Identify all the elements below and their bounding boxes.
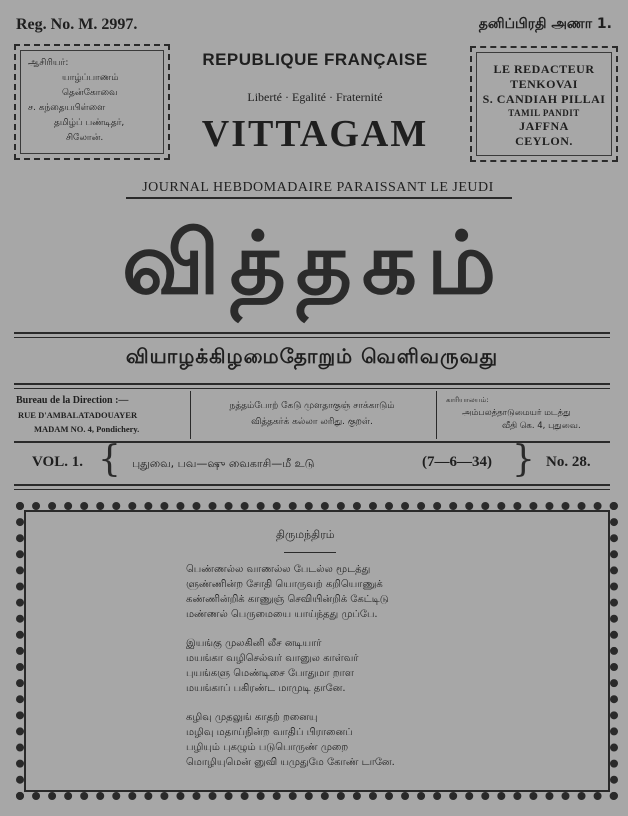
- redacteur-title: TAMIL PANDIT: [508, 108, 580, 118]
- editor-tamil-line: யாழ்ப்பாணம்: [62, 73, 119, 83]
- poem-line: பழியும் புகழும் படுபொருண் முறை: [186, 742, 349, 753]
- masthead-rule-top-thin: [14, 337, 610, 338]
- volume-number: VOL. 1.: [32, 454, 83, 470]
- redacteur-line: LE REDACTEUR: [493, 62, 595, 76]
- bureau-line: MADAM NO. 4, Pondichery.: [34, 424, 140, 434]
- office-line: வீதி கெ. 4, புதுவை.: [502, 421, 581, 431]
- poem-line: இயங்கு முலகினி லீச னடியார்: [186, 638, 322, 649]
- poem-title-rule: [284, 552, 336, 553]
- office-label: காரியாலயம்:: [446, 396, 489, 404]
- poem-line: பெண்ணல்ல வாணல்ல பேடல்ல மூடத்து: [186, 564, 371, 575]
- left-brace: {: [98, 439, 121, 480]
- poem-stanza: [186, 562, 486, 622]
- poem-body: [186, 562, 486, 784]
- editor-tamil-inner-border: [20, 50, 164, 154]
- office-address-tamil: [442, 394, 612, 433]
- issue-rule-bottom-thin: [14, 489, 610, 490]
- poem-line: ளுண்ணின்ற சோதி யொருவற் கறியொணுக்: [186, 579, 383, 590]
- poem-stanza: [186, 710, 486, 770]
- poem-title: திருமந்திரம்: [276, 528, 335, 541]
- poem-line: கண்ணின்றிக் காணுஞ் செவியின்றிக் கேட்டிடு: [186, 594, 389, 605]
- date-tamil: புதுவை, பவ—ஷு வைகாசி—மீ உடு: [132, 457, 315, 470]
- kural-line: நத்தம்போற் கேடு முளதாகுஞ் சாக்காடும்: [229, 401, 395, 411]
- editor-tamil-box: [14, 44, 170, 160]
- office-line: அம்பலத்தாடுமையர் மடத்து: [462, 408, 571, 418]
- motto: Liberté · Egalité · Fraternité: [247, 90, 383, 104]
- address-divider: [190, 391, 191, 439]
- address-divider: [436, 391, 437, 439]
- redacteur-line: TENKOVAI: [510, 77, 578, 91]
- issue-rule-bottom: [14, 484, 610, 486]
- editor-tamil-line: ச. கந்தையபிள்ளை: [28, 103, 106, 113]
- redacteur-line: CEYLON.: [515, 134, 573, 148]
- issue-price: தனிப்பிரதி அணா 1.: [478, 16, 612, 32]
- redacteur-line: S. CANDIAH PILLAI: [482, 92, 606, 106]
- address-rule-top: [14, 383, 610, 385]
- editor-tamil-line: தென்கோவை: [62, 88, 118, 98]
- editor-tamil-line: தமிழ்ப் பண்டிதர்,: [54, 118, 125, 128]
- subtitle-tamil: வியாழக்கிழமைதோறும் வெளிவருவது: [125, 344, 499, 368]
- bureau-line: Bureau de la Direction :—: [16, 395, 129, 406]
- editor-tamil-line: ஆசிரியர்:: [28, 58, 69, 68]
- bureau-address: [16, 394, 186, 436]
- masthead-title-latin: VITTAGAM: [201, 113, 429, 155]
- redacteur-inner-border: [476, 52, 612, 156]
- registration-number: Reg. No. M. 2997.: [16, 16, 138, 33]
- tagline-underline: [126, 197, 512, 199]
- journal-tagline: JOURNAL HEBDOMADAIRE PARAISSANT LE JEUDI: [142, 180, 494, 195]
- masthead-title-tamil: வித்தகம்: [121, 214, 507, 314]
- kural-line: வித்தகர்க் கல்லா லரிது. குறள்.: [251, 417, 373, 427]
- masthead-rule-top: [14, 332, 610, 334]
- editor-tamil-line: சிலோன்.: [66, 133, 104, 143]
- redacteur-line: JAFFNA: [519, 119, 569, 133]
- issue-date: (7—6—34): [422, 454, 492, 470]
- poem-line: மொழியுமென் னுவி யமுதுமே கோண் டானே.: [186, 757, 395, 768]
- right-brace: }: [512, 439, 535, 480]
- republique-francaise-heading: REPUBLIQUE FRANÇAISE: [202, 50, 428, 69]
- issue-number: No. 28.: [546, 454, 591, 470]
- address-rule-top-thin: [14, 388, 610, 389]
- poem-line: மழிவு மதாய்நின்ற வாதிப் பிரானைப்: [186, 727, 353, 738]
- poem-stanza: [186, 636, 486, 696]
- poem-line: கழிவு முதலுங் காதற் றனையு: [186, 712, 318, 723]
- poem-line: மயங்காப் பகிரண்ட மாமுடி தானே.: [186, 683, 346, 694]
- poem-line: புயங்களு மெண்டிசை போதுமா றாள: [186, 668, 354, 679]
- poem-line: மண்ணல் பெருமையை யாய்ந்தது முப்பே.: [186, 609, 378, 620]
- kural-quote: [196, 398, 428, 430]
- redacteur-box: [470, 46, 618, 162]
- poem-line: மயங்கா வழிசெல்வர் வானுல காள்வர்: [186, 653, 359, 664]
- bureau-line: RUE D'AMBALATADOUAYER: [18, 410, 138, 420]
